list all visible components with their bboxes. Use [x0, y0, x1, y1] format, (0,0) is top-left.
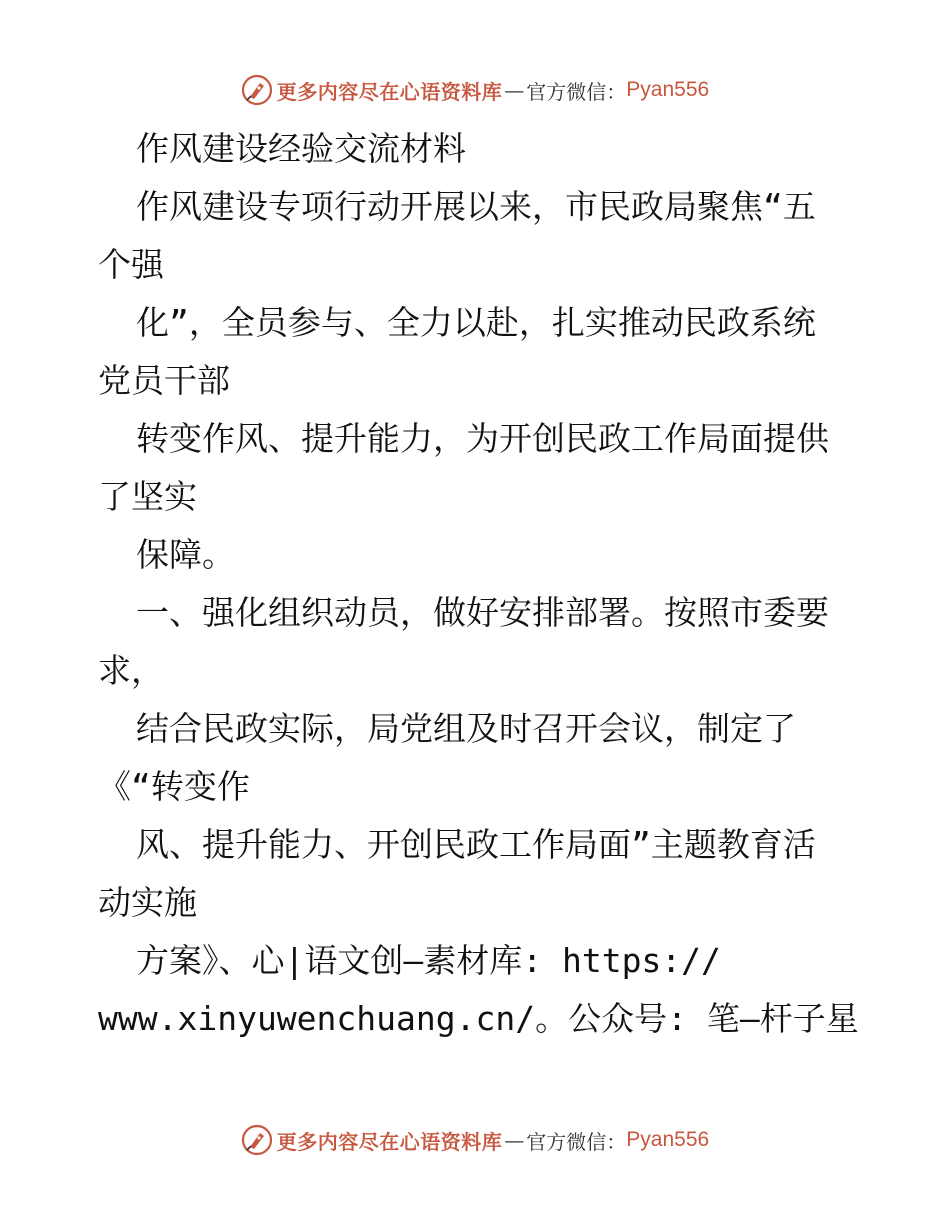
footer-watermark-banner — [0, 1120, 950, 1160]
banner-slogan: 更多内容尽在心语资料库 — [276, 79, 503, 104]
banner-separator: — — [504, 78, 525, 102]
paragraph-line: 党员干部 — [98, 361, 230, 400]
banner-separator: — — [504, 1128, 525, 1152]
paragraph-line: 作风建设专项行动开展以来，市民政局聚焦“五 — [136, 187, 816, 226]
paragraph-line: 求， — [98, 651, 164, 690]
document-body — [98, 120, 858, 1048]
paragraph-line: 动实施 — [98, 883, 197, 922]
paragraph-line: 方案》、心|语文创—素材库: https:// — [136, 941, 721, 980]
document-title: 作风建设经验交流材料 — [136, 129, 466, 168]
paragraph-line: 结合民政实际，局党组及时召开会议，制定了 — [136, 709, 796, 748]
paragraph-line: 《“转变作 — [98, 767, 250, 806]
banner-wechat-id: Pyan556 — [626, 1128, 710, 1151]
paragraph-line: www.xinyuwenchuang.cn/。公众号: 笔—杆子星 — [98, 999, 859, 1038]
pen-nib-logo-icon — [241, 1124, 273, 1156]
paragraph-line: 一、强化组织动员，做好安排部署。按照市委要 — [136, 593, 829, 632]
paragraph-line: 转变作风、提升能力，为开创民政工作局面提供 — [136, 419, 829, 458]
paragraph-line: 个强 — [98, 245, 164, 284]
banner-wechat-label: 官方微信： — [526, 79, 627, 104]
banner-wechat-id: Pyan556 — [626, 78, 710, 101]
banner-wechat-label: 官方微信： — [526, 1129, 627, 1154]
paragraph-line: 保障。 — [136, 535, 235, 574]
paragraph-line: 了坚实 — [98, 477, 197, 516]
paragraph-line: 化”，全员参与、全力以赴，扎实推动民政系统 — [136, 303, 816, 342]
header-watermark-banner — [0, 70, 950, 110]
paragraph-line: 风、提升能力、开创民政工作局面”主题教育活 — [136, 825, 816, 864]
pen-nib-logo-icon — [241, 74, 273, 106]
banner-slogan: 更多内容尽在心语资料库 — [276, 1129, 503, 1154]
